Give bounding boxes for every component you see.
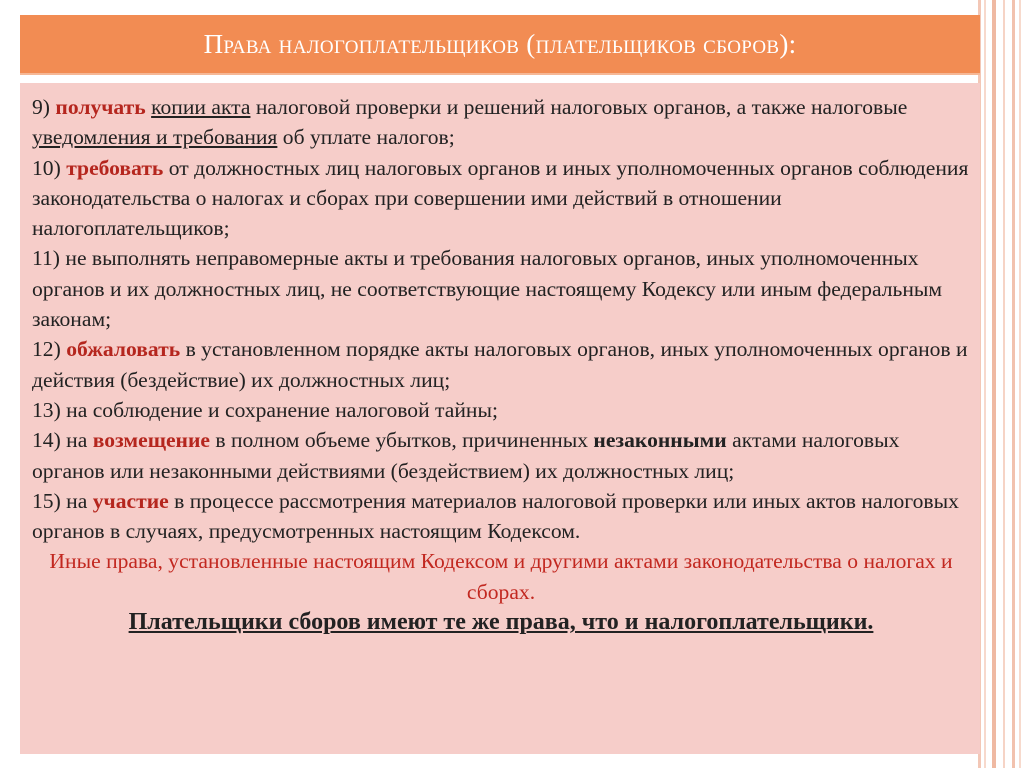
slide-title-bar	[20, 15, 980, 73]
list-item-9	[32, 92, 970, 153]
decor-stripe	[1012, 0, 1015, 768]
decor-stripe	[1003, 0, 1005, 768]
keyword: требовать	[66, 155, 164, 180]
item-number: 15) на	[32, 488, 93, 513]
item-text: налоговой проверки и решений налоговых органов, а также налоговые	[250, 95, 908, 119]
list-item-14	[32, 425, 970, 486]
item-text: в установленном порядке акты налоговых органов, иных уполномоченных органов и действия (бездействие) их должностных лиц;	[32, 337, 968, 392]
list-item-12	[32, 334, 970, 395]
item-number: 10)	[32, 155, 67, 180]
item-text: в процессе рассмотрения материалов налоговой проверки или иных актов налоговых органов в случаях, предусмотренных настоящим Кодексом.	[32, 488, 959, 544]
slide-title: Права налогоплательщиков (плательщиков сборов):	[203, 28, 797, 59]
decor-stripe	[992, 0, 996, 768]
list-item-10	[32, 153, 970, 244]
item-text: об уплате налогов;	[277, 125, 455, 150]
conclusion	[32, 607, 970, 638]
underlined-term: копии акта	[151, 95, 251, 119]
list-item-13	[32, 395, 970, 425]
item-number: 12)	[32, 337, 67, 362]
item-text: в полном объеме убытков, причиненных	[210, 428, 594, 453]
other-rights-note: Иные права, установленные настоящим Кодексом и другими актами законодательства о налогах и сборах.	[49, 549, 953, 604]
item-number: 14) на	[32, 428, 93, 453]
decor-stripe	[1019, 0, 1021, 768]
keyword: участие	[92, 488, 169, 513]
decor-stripe	[984, 0, 986, 768]
keyword: обжаловать	[66, 337, 181, 362]
item-text: 13) на соблюдение и сохранение налоговой тайны;	[32, 397, 498, 422]
item-text: от должностных лиц налоговых органов и иных уполномоченных органов соблюдения законодательства о налогах и сборах при совершении ими действий в отношении налогоплательщиков;	[32, 155, 969, 241]
list-item-11	[32, 243, 970, 334]
keyword: получать	[55, 95, 146, 119]
bold-term: незаконными	[593, 428, 727, 453]
conclusion-text: Плательщики сборов имеют те же права, что и налогоплательщики.	[128, 609, 874, 636]
title-underline	[20, 73, 980, 75]
underlined-term: уведомления и требования	[32, 125, 278, 150]
item-number: 9)	[32, 95, 56, 119]
item-text: 11) не выполнять неправомерные акты и требования налоговых органов, иных уполномоченных органов и их должностных лиц, не соответствующие настоящему Кодексу или иным федеральным законам;	[32, 246, 943, 332]
list-item-15	[32, 486, 970, 547]
keyword: возмещение	[92, 428, 210, 453]
content-box	[20, 83, 980, 754]
item-text: актами налоговых органов или незаконными действиями (бездействием) их должностных лиц;	[32, 428, 900, 483]
